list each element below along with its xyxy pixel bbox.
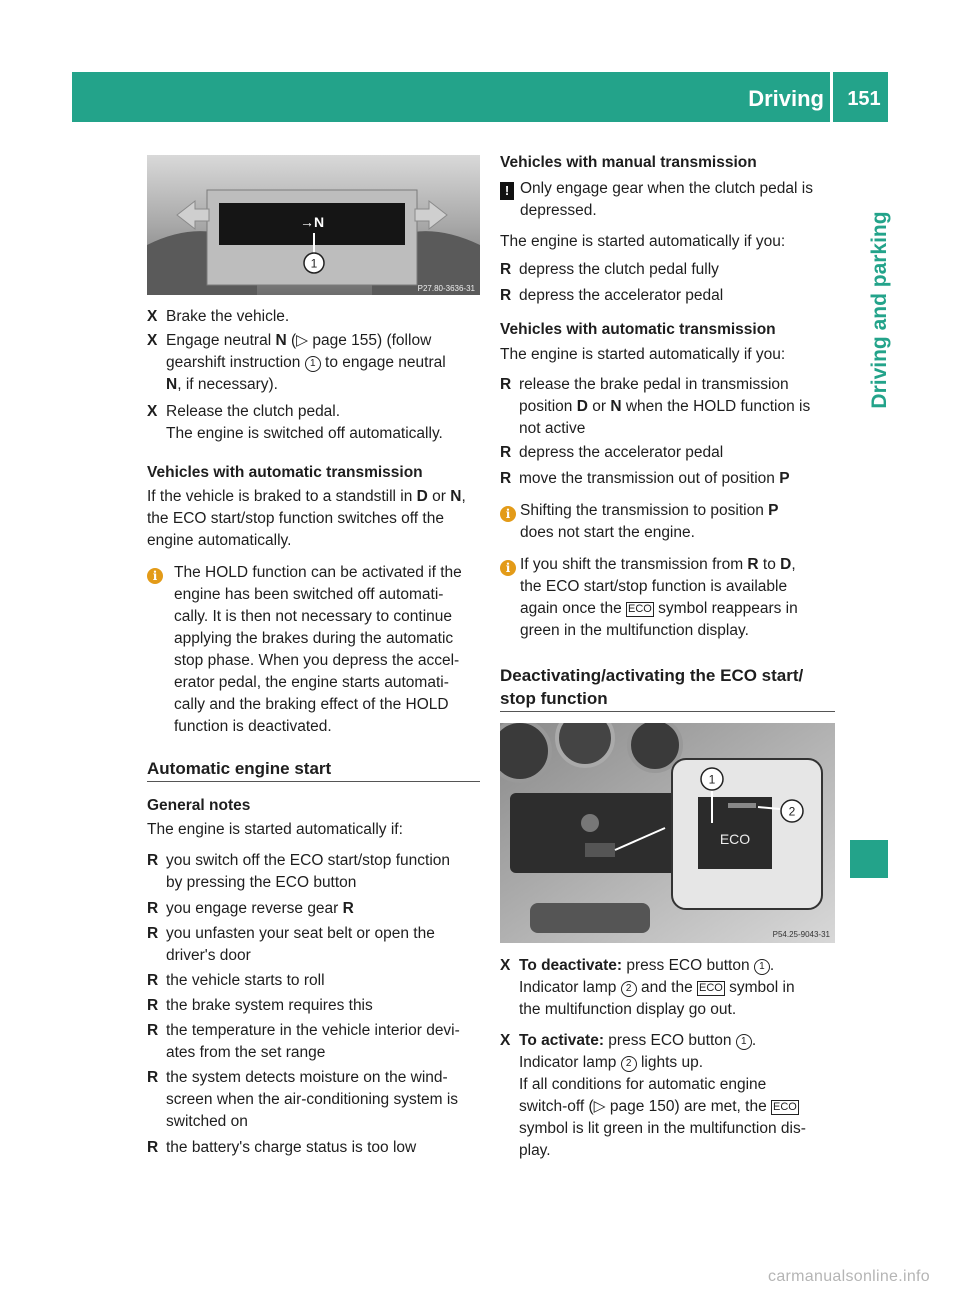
info-icon: i	[500, 506, 516, 522]
manual-page: Driving 151 Driving and parking 1 →N P27.80-3636-31 X Brake the vehicle. X Engage neutral N (▷ page 155) (follow gearshift instruction 1 to engage neutral N, if necessary). X Release the clutch pedal. The engine is switched off automatically. Vehicles with automatic transmission If the vehicle is braked to a standstill in D or N, the ECO start/stop function switches off the engine automatically. i The HOLD function can be activated if the engine has been switched off automati- cally. It is then not necessary to continue applying the brakes during the automatic stop phase. When you depress the accel- erator pedal, the engine starts automati- cally and the braking effect of the HOLD function is deactivated. Automatic engine start General notes The engine is started automatically if: R you switch off the ECO start/stop function by pressing the ECO button R you engage reverse gear R R you unfasten your seat belt or open the driver's door R the vehicle starts to roll R the brake system requires this R the temperature in the vehicle interior devi- ates from the set range R the system detects moisture on the wind- screen when the air-conditioning system is switched on R the battery's charge status is too low Vehicles with manual transmission ! Only engage gear when the clutch pedal is depressed. The engine is started automatically if you: R depress the clutch pedal fully R depress the accelerator pedal Vehicles with automatic transmission The engine is started automatically if you: R release the brake pedal in transmission position D or N when the HOLD function is not active R depress the accelerator pedal R move the transmission out of position P i Shifting the transmission to position P does not start the engine. i If you shift the transmission from R to D, the ECO start/stop function is available again once the ECO symbol reappears in green in the multifunction display. Deactivating/activating the ECO start/ stop function ECO 1 2 P54.25-9043-31 X To deactivate: press ECO button 1 . Indicator lamp 2 and the ECO symbol in the multifunction display go out. X To activate: press ECO button 1 . Indicator lamp 2 lights up. If all conditions for automatic engine switch-off (▷ page 150) are met, the ECO symbol is lit green in the multifunction dis- play. carmanualsonline.info	[0, 0, 960, 1302]
info-icon: i	[147, 568, 163, 584]
condition-item: R you unfasten your seat belt or open the driver's door	[147, 925, 435, 964]
instrument-cluster-image	[147, 155, 480, 295]
eco-button-image	[500, 723, 835, 943]
eco-button-figure	[500, 723, 835, 943]
automatic-paragraph: If the vehicle is braked to a standstill in D or N, the ECO start/stop function switches off the engine automatically.	[147, 488, 466, 549]
heading-automatic-transmission-left: Vehicles with automatic transmission	[147, 464, 423, 481]
callout-1: 1	[305, 356, 321, 372]
page-number: 151	[847, 88, 881, 110]
header-title: Driving	[748, 86, 824, 111]
instrument-cluster-figure	[147, 155, 480, 295]
info-note-position-p: i Shifting the transmission to position P does not start the engine.	[500, 500, 835, 544]
condition-item: R the temperature in the vehicle interior devi- ates from the set range	[147, 1022, 460, 1061]
figure2-callout-2: 2	[788, 804, 796, 819]
eco-symbol: ECO	[699, 982, 723, 994]
eco-button-label: ECO	[719, 831, 751, 847]
heading-automatic-transmission-right: Vehicles with automatic transmission	[500, 321, 776, 338]
section-title-eco-function: Deactivating/activating the ECO start/ stop function	[500, 666, 804, 708]
figure1-code: P27.80-3636-31	[417, 284, 475, 293]
step-activate: X To activate: press ECO button 1 . Indicator lamp 2 lights up. If all conditions for automatic engine switch-off (▷ page 150) are met, the ECO symbol is lit green in the multifunction dis- play.	[500, 1032, 806, 1159]
side-tab-marker	[850, 840, 888, 878]
eco-symbol: ECO	[773, 1101, 797, 1113]
section-rule	[500, 711, 835, 712]
manual-intro: The engine is started automatically if you:	[500, 233, 786, 250]
info-icon: i	[500, 560, 516, 576]
figure2-callout-1: 1	[708, 772, 716, 787]
step-engage-neutral: X Engage neutral N (▷ page 155) (follow gearshift instruction 1 to engage neutral N, if necessary).	[147, 332, 446, 393]
heading-manual-transmission: Vehicles with manual transmission	[500, 154, 757, 171]
automatic-intro: The engine is started automatically if you:	[500, 346, 786, 363]
display-gear-indicator: →N	[299, 214, 325, 230]
general-intro: The engine is started automatically if:	[147, 821, 403, 838]
manual-warning: ! Only engage gear when the clutch pedal is depressed.	[500, 178, 840, 222]
info-note-r-to-d: i If you shift the transmission from R to D, the ECO start/stop function is available again once the ECO symbol reappears in green in the multifunction display.	[500, 554, 840, 642]
warning-icon: !	[500, 182, 514, 200]
header-separator	[830, 72, 833, 122]
automatic-condition: R release the brake pedal in transmission position D or N when the HOLD function is not active	[500, 376, 811, 437]
condition-item: R the system detects moisture on the wind- screen when the air-conditioning system is switched on	[147, 1069, 459, 1130]
eco-symbol: ECO	[628, 603, 652, 615]
step-release-clutch: X Release the clutch pedal. The engine is switched off automatically.	[147, 403, 443, 442]
hold-info-note: i The HOLD function can be activated if the engine has been switched off automati- cally. It is then not necessary to continue applying the brakes during the automatic stop phase. When you depress the accel- erator pedal, the engine starts automati- cally and the braking effect of the HOLD function is deactivated.	[147, 562, 480, 740]
figure2-code: P54.25-9043-31	[772, 930, 830, 939]
step-arrow: X	[147, 308, 158, 325]
section-title-automatic-engine-start: Automatic engine start	[147, 759, 332, 778]
heading-general-notes: General notes	[147, 797, 251, 814]
watermark: carmanualsonline.info	[768, 1268, 930, 1285]
side-section-label: Driving and parking	[868, 211, 891, 409]
section-rule	[147, 781, 480, 782]
step-deactivate: X To deactivate: press ECO button 1 . Indicator lamp 2 and the ECO symbol in the multifunction display go out.	[500, 957, 795, 1018]
figure1-callout-1: 1	[310, 256, 318, 271]
condition-item: R you switch off the ECO start/stop function by pressing the ECO button	[147, 852, 451, 891]
